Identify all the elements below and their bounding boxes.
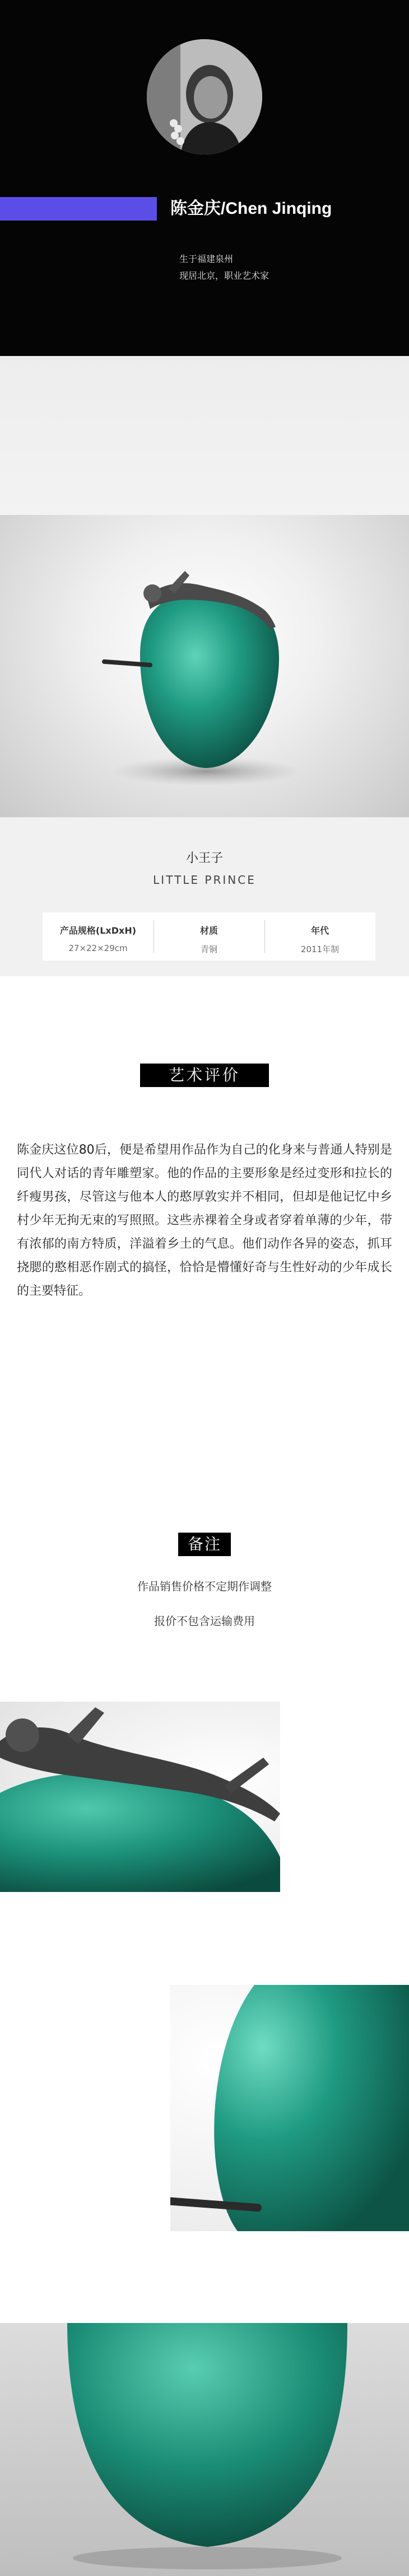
spec-size <box>43 912 154 961</box>
artist-name-bar <box>0 197 409 221</box>
note-line: 报价不包含运输费用 <box>154 1614 255 1628</box>
artist-portrait-icon <box>147 39 262 154</box>
review-title: 艺术评价 <box>140 1064 269 1087</box>
spec-label: 材质 <box>199 925 218 936</box>
product-photo <box>0 515 409 817</box>
artist-bio-line: 现居北京，职业艺术家 <box>179 270 269 281</box>
closeup-photo-stem <box>170 1985 409 2231</box>
notes-title: 备注 <box>178 1533 231 1556</box>
artist-name: 陈金庆/Chen Jinqing <box>170 199 332 218</box>
spec-material <box>154 912 264 961</box>
closeup-photo-figure <box>0 1702 280 1892</box>
bronze-figure-closeup-icon <box>0 1702 280 1892</box>
spacer-band <box>0 356 409 515</box>
artist-header <box>0 0 409 356</box>
apple-base-closeup-icon <box>0 2323 409 2576</box>
review-text: 陈金庆这位80后，便是希望用作品作为自己的化身来与普通人特别是同代人对话的青年雕塑家。他的作品的主要形象是经过变形和拉长的纤瘦男孩，尽管这与他本人的憨厚敦实并不相同，但却是他记忆中乡村少年无拘无束的写照照。这些赤裸着全身或者穿着单薄的少年，带有浓郁的南方特质，洋溢着乡土的气息。他们动作各异的姿态，抓耳挠腮的憨相恶作剧式的搞怪，恰恰是懵懂好奇与生性好动的少年成长的主要特征。 <box>17 1143 392 1298</box>
closeup-photo-base <box>0 2323 409 2576</box>
artwork-title-en: LITTLE PRINCE <box>153 873 256 887</box>
artist-bio <box>179 251 325 284</box>
spec-value: 2011年制 <box>300 944 340 954</box>
spec-table <box>43 912 375 961</box>
note-line: 作品销售价格不定期作调整 <box>137 1580 272 1593</box>
apple-stem-closeup-icon <box>170 1985 409 2231</box>
bronze-apple-sculpture-icon <box>0 515 409 817</box>
spec-year <box>264 912 375 961</box>
spec-label: 年代 <box>310 925 329 936</box>
spec-value: 青铜 <box>200 944 217 954</box>
artist-avatar <box>147 39 262 154</box>
artwork-info <box>0 817 409 976</box>
spec-value: 27×22×29cm <box>68 943 128 953</box>
artwork-title-cn: 小王子 <box>185 851 223 865</box>
spec-label: 产品规格(LxDxH) <box>59 925 137 936</box>
artist-bio-line: 生于福建泉州 <box>179 254 234 264</box>
accent-stripe <box>0 197 157 221</box>
